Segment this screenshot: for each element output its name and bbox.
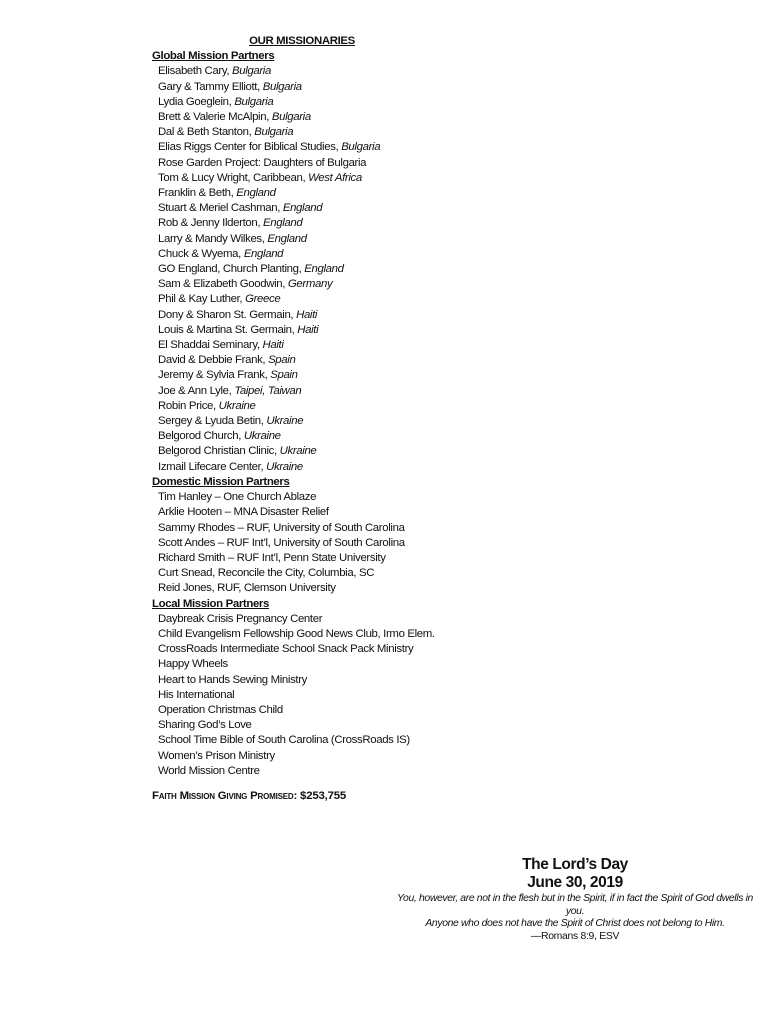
cover-date: June 30, 2019 — [527, 874, 623, 891]
list-item: Happy Wheels — [158, 658, 228, 671]
list-item: Chuck & Wyema, England — [158, 247, 284, 260]
scripture-verse — [390, 893, 760, 931]
list-item: Stuart & Meriel Cashman, England — [158, 202, 323, 215]
list-item: CrossRoads Intermediate School Snack Pack Ministry — [158, 643, 414, 656]
list-item: El Shaddai Seminary, Haiti — [158, 339, 284, 352]
list-item: Izmail Lifecare Center, Ukraine — [158, 460, 303, 473]
list-item: Jeremy & Sylvia Frank, Spain — [158, 369, 298, 382]
local-partners-list — [152, 612, 512, 779]
list-item: David & Debbie Frank, Spain — [158, 354, 296, 367]
list-item: Dony & Sharon St. Germain, Haiti — [158, 308, 318, 321]
missionaries-section — [152, 34, 512, 804]
list-item: Sergey & Lyuda Betin, Ukraine — [158, 415, 304, 428]
list-item: Tom & Lucy Wright, Caribbean, West Africa — [158, 171, 362, 184]
list-item: Elias Riggs Center for Biblical Studies, Bulgaria — [158, 141, 381, 154]
missionaries-title: OUR MISSIONARIES — [249, 35, 355, 47]
list-item: Arklie Hooten – MNA Disaster Relief — [158, 506, 329, 519]
domestic-partners-heading: Domestic Mission Partners — [152, 475, 290, 488]
list-item: School Time Bible of South Carolina (CrossRoads IS) — [158, 734, 410, 747]
list-item: Larry & Mandy Wilkes, England — [158, 232, 307, 245]
list-item: Dal & Beth Stanton, Bulgaria — [158, 126, 294, 139]
mission-giving-total — [152, 789, 512, 804]
list-item: Franklin & Beth, England — [158, 187, 276, 200]
verse-line: You, however, are not in the flesh but in the Spirit, if in fact the Spirit of God dwells in you. — [397, 893, 753, 917]
list-item: Tim Hanley – One Church Ablaze — [158, 491, 317, 504]
list-item: Phil & Kay Luther, Greece — [158, 293, 281, 306]
list-item: Lydia Goeglein, Bulgaria — [158, 95, 274, 108]
list-item: Scott Andes – RUF Int’l, University of South Carolina — [158, 536, 405, 549]
list-item: World Mission Centre — [158, 764, 260, 777]
giving-amount: $253,755 — [297, 789, 346, 802]
list-item: Rob & Jenny Ilderton, England — [158, 217, 303, 230]
list-item: Operation Christmas Child — [158, 703, 283, 716]
list-item: Sammy Rhodes – RUF, University of South Carolina — [158, 521, 405, 534]
verse-line: Anyone who does not have the Spirit of Christ does not belong to Him. — [425, 918, 725, 929]
domestic-partners-list — [152, 490, 512, 596]
list-item: Sharing God’s Love — [158, 719, 252, 732]
cover-block — [390, 856, 760, 943]
list-item: Brett & Valerie McAlpin, Bulgaria — [158, 111, 311, 124]
list-item: Reid Jones, RUF, Clemson University — [158, 582, 336, 595]
global-partners-list — [152, 64, 512, 474]
list-item: Women’s Prison Ministry — [158, 749, 275, 762]
global-partners-heading: Global Mission Partners — [152, 50, 275, 63]
list-item: Elisabeth Cary, Bulgaria — [158, 65, 271, 78]
local-partners-heading: Local Mission Partners — [152, 597, 270, 610]
list-item: Sam & Elizabeth Goodwin, Germany — [158, 278, 333, 291]
cover-title: The Lord’s Day — [522, 856, 628, 873]
list-item: Daybreak Crisis Pregnancy Center — [158, 612, 323, 625]
list-item: Child Evangelism Fellowship Good News Club, Irmo Elem. — [158, 627, 435, 640]
list-item: Richard Smith – RUF Int’l, Penn State University — [158, 551, 386, 564]
list-item: Joe & Ann Lyle, Taipei, Taiwan — [158, 384, 302, 397]
list-item: Belgorod Church, Ukraine — [158, 430, 281, 443]
list-item: Gary & Tammy Elliott, Bulgaria — [158, 80, 302, 93]
list-item: Louis & Martina St. Germain, Haiti — [158, 323, 319, 336]
list-item: Robin Price, Ukraine — [158, 399, 256, 412]
list-item: Belgorod Christian Clinic, Ukraine — [158, 445, 317, 458]
list-item: His International — [158, 688, 235, 701]
list-item: Rose Garden Project: Daughters of Bulgaria — [158, 156, 367, 169]
giving-label: Faith Mission Giving Promised: — [152, 789, 298, 802]
scripture-reference: —Romans 8:9, ESV — [530, 930, 620, 942]
list-item: Heart to Hands Sewing Ministry — [158, 673, 308, 686]
list-item: Curt Snead, Reconcile the City, Columbia, SC — [158, 567, 375, 580]
list-item: GO England, Church Planting, England — [158, 263, 344, 276]
